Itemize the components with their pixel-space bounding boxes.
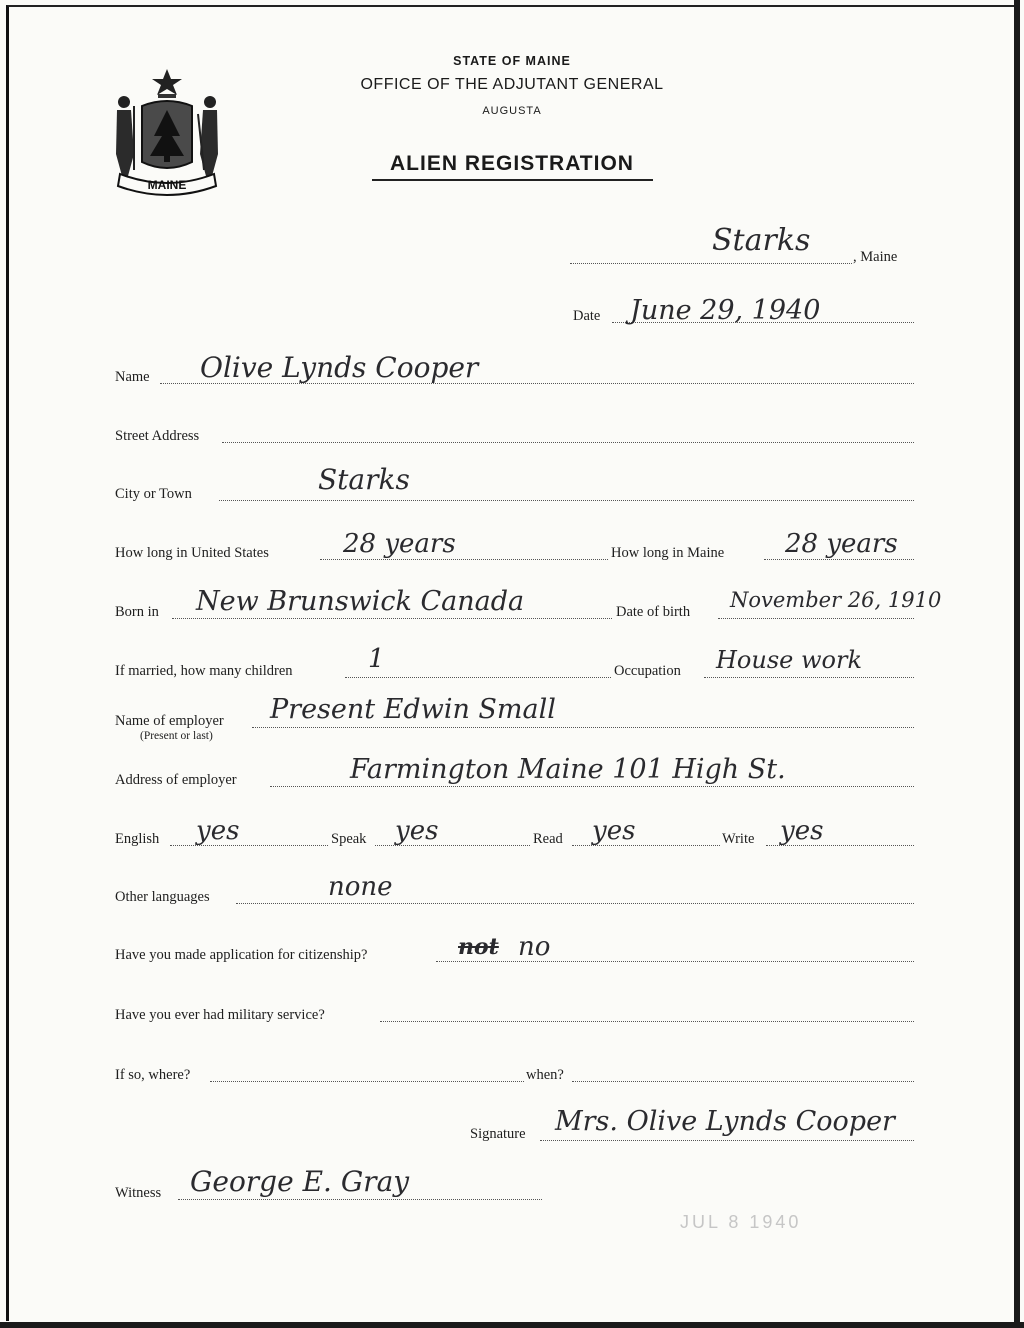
citizenship-struck-value: not xyxy=(458,934,499,960)
witness-label: Witness xyxy=(115,1185,162,1201)
page-title: ALIEN REGISTRATION xyxy=(390,152,634,175)
date-value: June 29, 1940 xyxy=(630,295,821,326)
employer-address-label: Address of employer xyxy=(115,772,237,788)
town-line xyxy=(570,263,852,264)
read-label: Read xyxy=(533,831,563,847)
when-line xyxy=(572,1081,914,1082)
witness-value: George E. Gray xyxy=(190,1165,410,1198)
title-underline xyxy=(372,179,653,181)
name-value: Olive Lynds Cooper xyxy=(200,351,479,384)
employer-name-value: Present Edwin Small xyxy=(270,694,556,725)
military-line xyxy=(380,1021,914,1022)
write-value: yes xyxy=(780,816,824,846)
city-label: City or Town xyxy=(115,486,192,502)
street-address-line xyxy=(222,442,914,443)
town-value: Starks xyxy=(712,223,811,258)
english-line xyxy=(170,845,328,846)
born-in-label: Born in xyxy=(115,604,159,620)
city-value: Starks xyxy=(318,463,410,496)
when-label: when? xyxy=(526,1067,564,1083)
how-long-us-label: How long in United States xyxy=(115,545,269,561)
witness-line xyxy=(178,1199,542,1200)
header-office: OFFICE OF THE ADJUTANT GENERAL xyxy=(360,76,664,93)
citizenship-line xyxy=(436,961,914,962)
employer-address-line xyxy=(270,786,914,787)
scan-edge-right xyxy=(1014,0,1020,1328)
children-value: 1 xyxy=(368,644,385,674)
date-of-birth-label: Date of birth xyxy=(616,604,691,620)
other-languages-label: Other languages xyxy=(115,889,210,905)
employer-name-label: Name of employer xyxy=(115,713,224,729)
children-label: If married, how many children xyxy=(115,663,293,679)
how-long-maine-value: 28 years xyxy=(785,529,898,559)
how-long-us-value: 28 years xyxy=(343,529,456,559)
other-languages-value: none xyxy=(328,872,393,902)
read-value: yes xyxy=(592,816,636,846)
occupation-line xyxy=(704,677,914,678)
employer-name-line xyxy=(252,727,914,728)
header-city: AUGUSTA xyxy=(482,105,542,117)
street-address-label: Street Address xyxy=(115,428,200,444)
scan-edge-bottom xyxy=(0,1322,1024,1328)
speak-label: Speak xyxy=(331,831,367,847)
employer-address-value: Farmington Maine 101 High St. xyxy=(350,754,786,785)
maine-suffix-label: , Maine xyxy=(853,249,898,265)
how-long-maine-label: How long in Maine xyxy=(611,545,725,561)
occupation-value: House work xyxy=(716,646,862,674)
born-in-line xyxy=(172,618,612,619)
signature-label: Signature xyxy=(470,1126,526,1142)
how-long-us-line xyxy=(320,559,608,560)
header-state: STATE OF MAINE xyxy=(453,54,571,68)
where-line xyxy=(210,1081,524,1082)
children-line xyxy=(345,677,611,678)
write-label: Write xyxy=(722,831,755,847)
how-long-maine-line xyxy=(764,559,914,560)
english-value: yes xyxy=(196,816,240,846)
city-line xyxy=(219,500,914,501)
occupation-label: Occupation xyxy=(614,663,681,679)
signature-value: Mrs. Olive Lynds Cooper xyxy=(555,1106,895,1137)
seal-banner-text: MAINE xyxy=(147,178,187,192)
citizenship-label: Have you made application for citizenship? xyxy=(115,947,368,963)
military-label: Have you ever had military service? xyxy=(115,1007,325,1023)
name-label: Name xyxy=(115,369,150,385)
speak-value: yes xyxy=(395,816,439,846)
date-of-birth-value: November 26, 1910 xyxy=(730,588,942,612)
where-label: If so, where? xyxy=(115,1067,191,1083)
citizenship-value: no xyxy=(518,932,551,962)
employer-note-label: (Present or last) xyxy=(140,730,213,742)
english-label: English xyxy=(115,831,160,847)
signature-line xyxy=(540,1140,914,1141)
born-in-value: New Brunswick Canada xyxy=(196,586,525,617)
date-label: Date xyxy=(573,308,601,324)
received-stamp: JUL 8 1940 xyxy=(680,1212,802,1232)
date-of-birth-line xyxy=(718,618,914,619)
other-languages-line xyxy=(236,903,914,904)
